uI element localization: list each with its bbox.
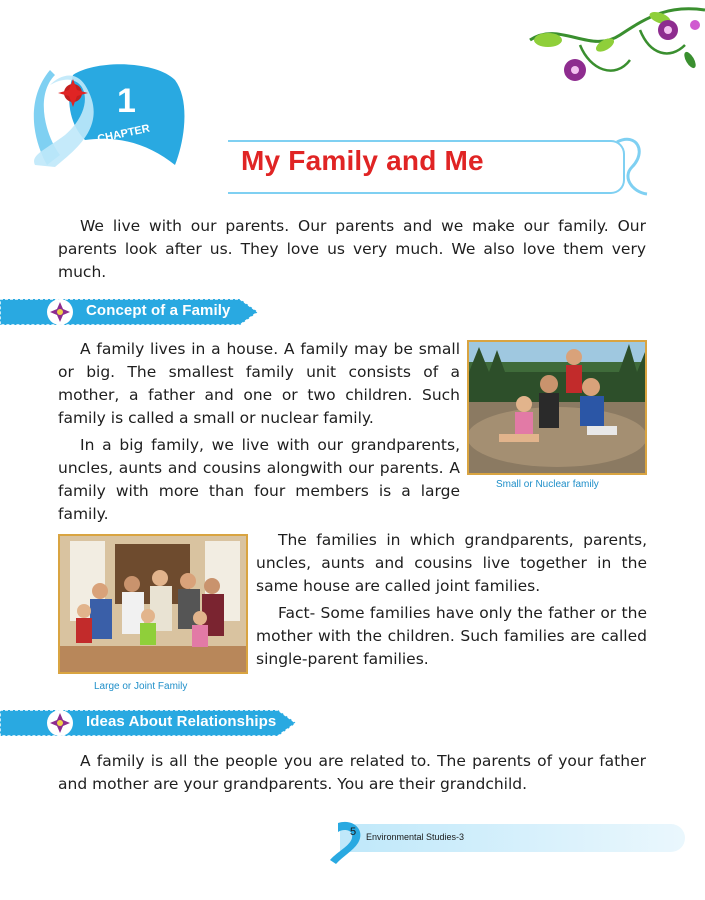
- flower-icon: [46, 298, 74, 326]
- section2-paragraph-1: A family is all the people you are related to. The parents of your father and mother are your grandparents. You are their grandchild.: [58, 752, 646, 793]
- page-title: My Family and Me: [241, 145, 484, 176]
- section1-paragraph-4: Fact- Some families have only the father or the mother with the children. Such families are called single-parent families.: [256, 604, 647, 668]
- section-banner-concept: [0, 297, 262, 327]
- chapter-emblem: [25, 55, 195, 175]
- section1-paragraph-2: In a big family, we live with our grandparents, uncles, aunts and cousins alongwith our parents. A family with more than four members is a large family.: [58, 436, 460, 523]
- nuclear-family-photo: [467, 340, 647, 475]
- ribbon-icon: [328, 818, 368, 868]
- joint-family-caption: Large or Joint Family: [94, 681, 188, 692]
- intro-paragraph: We live with our parents. Our parents and we make our family. Our parents look after us. They love us very much. We also love them very much.: [58, 217, 646, 281]
- section1-paragraph-3: The families in which grandparents, parents, uncles, aunts and cousins live together in the same house are called joint families.: [256, 531, 647, 595]
- section-banner-relationships: [0, 708, 300, 738]
- page-number: 5: [350, 826, 357, 838]
- vine-decoration: [520, 0, 705, 100]
- section-heading-relationships: Ideas About Relationships: [86, 713, 277, 730]
- flower-icon: [46, 709, 74, 737]
- joint-family-photo: [58, 534, 248, 674]
- nuclear-family-caption: Small or Nuclear family: [496, 479, 599, 490]
- chapter-label: CHAPTER: [96, 122, 151, 146]
- section-heading-concept: Concept of a Family: [86, 302, 231, 319]
- title-banner-curl: [612, 132, 652, 202]
- section1-paragraph-1: A family lives in a house. A family may be small or big. The smallest family unit consists of a mother, a father and one or two children. Such family is called a small or nuclear family.: [58, 340, 460, 427]
- chapter-number: 1: [117, 82, 136, 120]
- footer-book-title: Environmental Studies-3: [366, 832, 465, 842]
